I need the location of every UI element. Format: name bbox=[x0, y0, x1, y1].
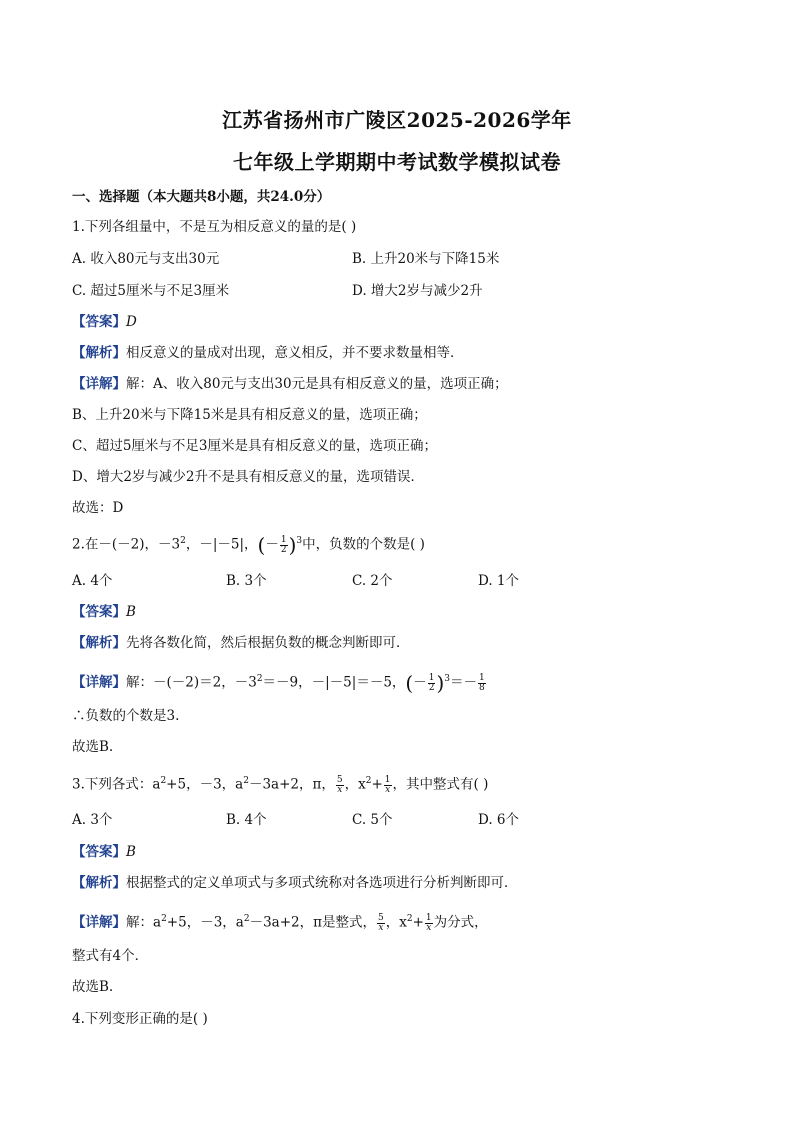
q1-option-a: A. 收入80元与支出30元 bbox=[72, 251, 220, 267]
q2-frac-num: 1 bbox=[280, 534, 287, 545]
q3-detail-c: －3a+2，π是整式， bbox=[249, 914, 376, 931]
q3-detail-line bbox=[72, 910, 488, 933]
q3-detail-frac1-den: x bbox=[378, 922, 384, 933]
q3-option-a: A. 3个 bbox=[72, 812, 113, 828]
q3-option-b: B. 4个 bbox=[226, 812, 267, 828]
q3-option-d: D. 6个 bbox=[478, 812, 520, 828]
q3-detail-exp-2: 2 bbox=[243, 914, 250, 924]
q3-answer: B bbox=[126, 844, 136, 860]
q3-stem-b: +5，－3，a bbox=[166, 776, 244, 793]
q3-detail-frac1-num: 5 bbox=[378, 912, 384, 923]
q3-exp-1: 2 bbox=[160, 776, 167, 786]
q2-option-b: B. 3个 bbox=[226, 573, 267, 589]
q2-option-d: D. 1个 bbox=[478, 573, 520, 589]
q2-conclusion: ∴负数的个数是3. bbox=[72, 708, 180, 724]
q3-detail-fraction-1x bbox=[425, 914, 433, 933]
q3-count: 整式有4个． bbox=[72, 948, 149, 964]
q2-detail-fraction-eighth bbox=[478, 674, 486, 693]
q2-answer: B bbox=[126, 604, 136, 620]
q3-detail-d: ，x bbox=[385, 914, 407, 931]
q3-detail-exp-3: 2 bbox=[406, 914, 413, 924]
q3-frac1-den: x bbox=[337, 784, 343, 795]
q2-detail-line bbox=[72, 670, 487, 693]
q1-option-c: C. 超过5厘米与不足3厘米 bbox=[72, 283, 230, 299]
q1-detail-line-4: D、增大2岁与减少2升不是具有相反意义的量，选项错误． bbox=[72, 469, 425, 485]
q3-detail-f: 为分式， bbox=[433, 914, 488, 931]
q2-detail-exp-sq: 2 bbox=[256, 674, 263, 684]
q1-analysis: 相反意义的量成对出现，意义相反，并不要求数量相等． bbox=[126, 345, 464, 361]
q1-detail-line-2: B、上升20米与下降15米是具有相反意义的量，选项正确； bbox=[72, 407, 427, 423]
q3-stem-d: ，x bbox=[344, 776, 366, 793]
q4-stem: 4.下列变形正确的是( ) bbox=[72, 1011, 208, 1027]
q3-detail-exp-1: 2 bbox=[161, 914, 167, 924]
q1-answer-line bbox=[72, 313, 137, 331]
q3-stem-f: ，其中整式有( ) bbox=[392, 776, 489, 793]
answer-tag: 【答案】 bbox=[72, 844, 126, 860]
q2-minus: － bbox=[265, 536, 279, 553]
q3-detail-e: + bbox=[412, 914, 424, 931]
q2-stem-a: 2.在－(－2)，－3 bbox=[72, 536, 181, 553]
q3-stem-e: + bbox=[371, 776, 383, 793]
title-line-1: 江苏省扬州市广陵区2025-2026学年 bbox=[222, 108, 572, 132]
q2-detail-rparen: ) bbox=[436, 671, 445, 695]
q3-stem-c: －3a+2，π， bbox=[248, 776, 335, 793]
detail-tag: 【详解】 bbox=[72, 376, 126, 392]
q2-exp-cube: 3 bbox=[296, 536, 303, 546]
q2-detail-minus: － bbox=[413, 674, 427, 691]
q2-answer-line bbox=[72, 603, 136, 621]
q2-option-c: C. 2个 bbox=[352, 573, 393, 589]
q3-answer-line bbox=[72, 843, 136, 861]
q3-frac2-num: 1 bbox=[384, 774, 391, 785]
q2-analysis: 先将各数化简，然后根据负数的概念判断即可． bbox=[126, 635, 410, 651]
q2-rparen: ) bbox=[288, 533, 297, 557]
q2-detail-b: ＝－9，－|－5|＝－5， bbox=[262, 674, 406, 691]
q1-analysis-line bbox=[72, 344, 464, 362]
section-heading: 一、选择题（本大题共8小题，共24.0分） bbox=[72, 189, 331, 205]
q2-detail-exp-cube: 3 bbox=[444, 674, 451, 684]
q2-detail-lparen: ( bbox=[405, 671, 414, 695]
q3-exp-2: 2 bbox=[243, 776, 249, 786]
q3-stem-a: 3.下列各式：a bbox=[72, 776, 161, 793]
q3-analysis: 根据整式的定义单项式与多项式统称对各选项进行分析判断即可． bbox=[126, 875, 518, 891]
q2-exp-sq: 2 bbox=[180, 536, 186, 546]
q2-frac-den: 2 bbox=[280, 544, 287, 555]
detail-tag: 【详解】 bbox=[72, 674, 126, 691]
q3-detail-frac2-den: x bbox=[426, 922, 432, 933]
q1-option-b: B. 上升20米与下降15米 bbox=[352, 251, 500, 267]
q3-frac1-num: 5 bbox=[336, 774, 343, 785]
q2-analysis-line bbox=[72, 634, 410, 652]
q2-option-a: A. 4个 bbox=[72, 573, 113, 589]
analysis-tag: 【解析】 bbox=[72, 345, 126, 361]
q1-detail-line-1 bbox=[72, 375, 508, 393]
q2-detail-a: 解：－(－2)＝2，－3 bbox=[126, 674, 257, 691]
answer-tag: 【答案】 bbox=[72, 604, 126, 620]
q2-stem-c: 中，负数的个数是( ) bbox=[302, 536, 425, 553]
q1-answer: D bbox=[126, 314, 137, 330]
q3-fraction-1x bbox=[384, 776, 392, 795]
detail-tag: 【详解】 bbox=[72, 914, 126, 931]
q2-fraction-half bbox=[280, 536, 288, 555]
analysis-tag: 【解析】 bbox=[72, 875, 126, 891]
q2-detail-frac8-num: 1 bbox=[479, 672, 485, 683]
q1-choose: 故选：D bbox=[72, 500, 124, 516]
q2-detail-c: ＝－ bbox=[450, 674, 478, 691]
q3-detail-b: +5，－3，a bbox=[166, 914, 244, 931]
q2-lparen: ( bbox=[257, 533, 266, 557]
q2-detail-frac8-den: 8 bbox=[479, 682, 485, 693]
q3-detail-a: 解：a bbox=[126, 914, 162, 931]
q2-detail-frac-den: 2 bbox=[428, 682, 435, 693]
q3-stem bbox=[72, 772, 488, 795]
q1-option-d: D. 增大2岁与减少2升 bbox=[352, 283, 483, 299]
q3-detail-fraction-5x bbox=[377, 914, 385, 933]
q3-exp-3: 2 bbox=[365, 776, 372, 786]
q3-detail-frac2-num: 1 bbox=[425, 912, 432, 923]
q2-stem-b: ，－|－5|， bbox=[185, 536, 258, 553]
q2-detail-frac-num: 1 bbox=[428, 672, 435, 683]
answer-tag: 【答案】 bbox=[72, 314, 126, 330]
q3-choose: 故选B. bbox=[72, 979, 114, 995]
q1-stem: 1.下列各组量中，不是互为相反意义的量的是( ) bbox=[72, 219, 357, 235]
q2-detail-fraction-half bbox=[428, 674, 436, 693]
q2-stem bbox=[72, 532, 425, 555]
q3-frac2-den: x bbox=[385, 784, 391, 795]
title-line-2: 七年级上学期期中考试数学模拟试卷 bbox=[233, 150, 561, 174]
q2-choose: 故选B. bbox=[72, 739, 114, 755]
q1-detail-1: 解：A、收入80元与支出30元是具有相反意义的量，选项正确； bbox=[126, 376, 508, 392]
q1-detail-line-3: C、超过5厘米与不足3厘米是具有相反意义的量，选项正确； bbox=[72, 438, 438, 454]
q3-option-c: C. 5个 bbox=[352, 812, 393, 828]
analysis-tag: 【解析】 bbox=[72, 635, 126, 651]
q3-analysis-line bbox=[72, 874, 518, 892]
q3-fraction-5x bbox=[336, 776, 344, 795]
